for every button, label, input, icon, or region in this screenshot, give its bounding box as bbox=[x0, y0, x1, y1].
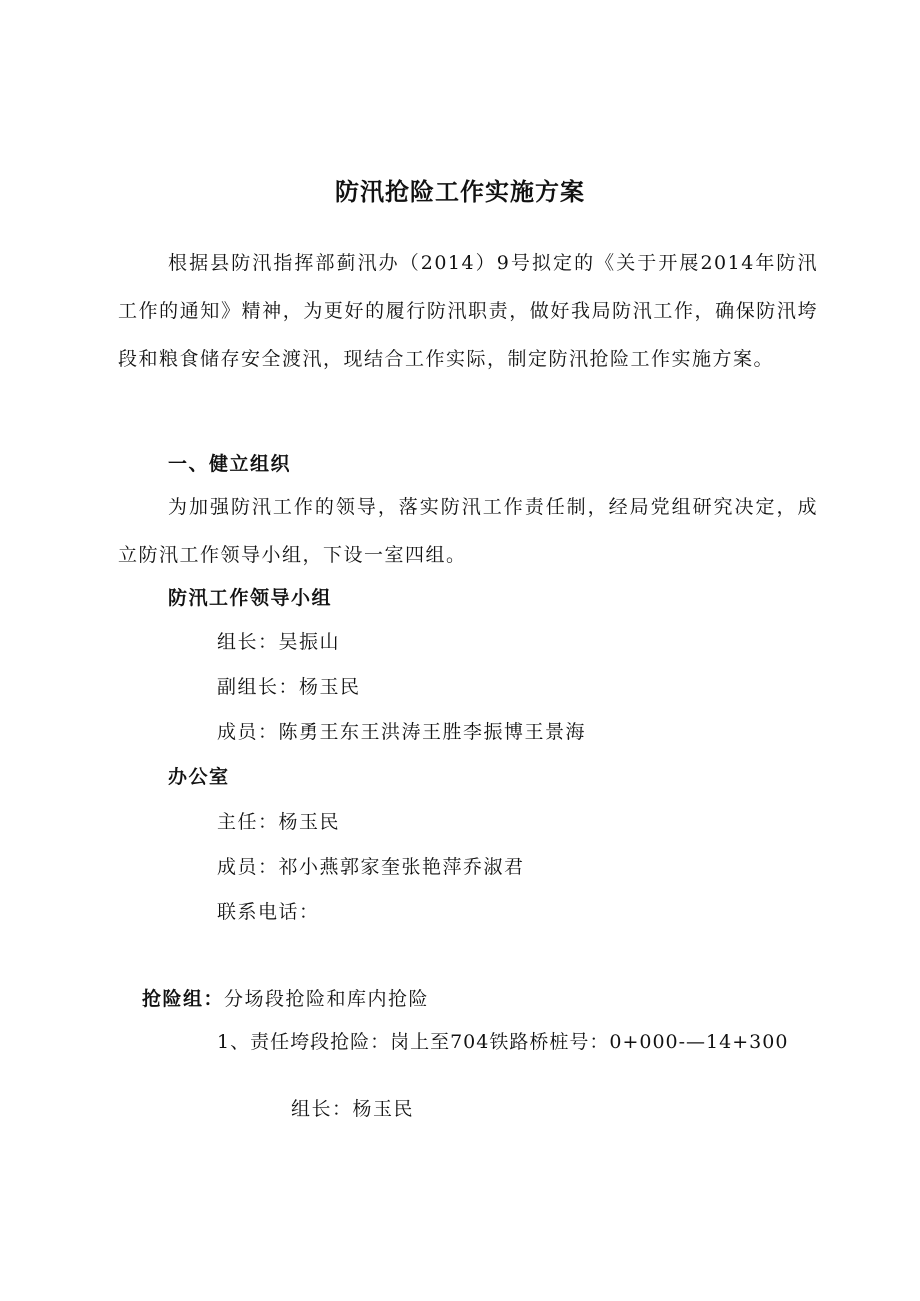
rescue-item-1: 1、责任垮段抢险：岗上至704铁路桥桩号：0+000-—14+300 bbox=[217, 1031, 789, 1053]
leadership-members: 成员：陈勇王东王洪涛王胜李振博王景海 bbox=[217, 721, 587, 743]
leadership-deputy: 副组长：杨玉民 bbox=[217, 676, 361, 698]
rescue-group-description: 分场段抢险和库内抢险 bbox=[224, 988, 430, 1010]
office-heading: 办公室 bbox=[168, 766, 230, 788]
section-heading-organization: 一、健立组织 bbox=[168, 453, 292, 475]
office-director: 主任：杨玉民 bbox=[217, 811, 341, 833]
organization-paragraph: 为加强防汛工作的领导，落实防汛工作责任制，经局党组研究决定，成立防汛工作领导小组，下设一室四组。 bbox=[118, 496, 818, 566]
office-members: 成员：祁小燕郭家奎张艳萍乔淑君 bbox=[217, 856, 525, 878]
intro-paragraph: 根据县防汛指挥部蓟汛办（2014）9号拟定的《关于开展2014年防汛工作的通知》精神，为更好的履行防汛职责，做好我局防汛工作，确保防汛垮段和粮食储存安全渡汛，现结合工作实际，制定防汛抢险工作实施方案。 bbox=[118, 252, 818, 370]
leadership-leader: 组长：吴振山 bbox=[217, 631, 341, 653]
rescue-group-line bbox=[142, 984, 429, 1014]
office-phone: 联系电话： bbox=[217, 901, 320, 923]
document-title: 防汛抢险工作实施方案 bbox=[335, 178, 585, 206]
leadership-group-heading: 防汛工作领导小组 bbox=[168, 587, 333, 609]
rescue-item-1-leader: 组长：杨玉民 bbox=[291, 1098, 415, 1120]
rescue-group-heading: 抢险组： bbox=[142, 988, 225, 1010]
